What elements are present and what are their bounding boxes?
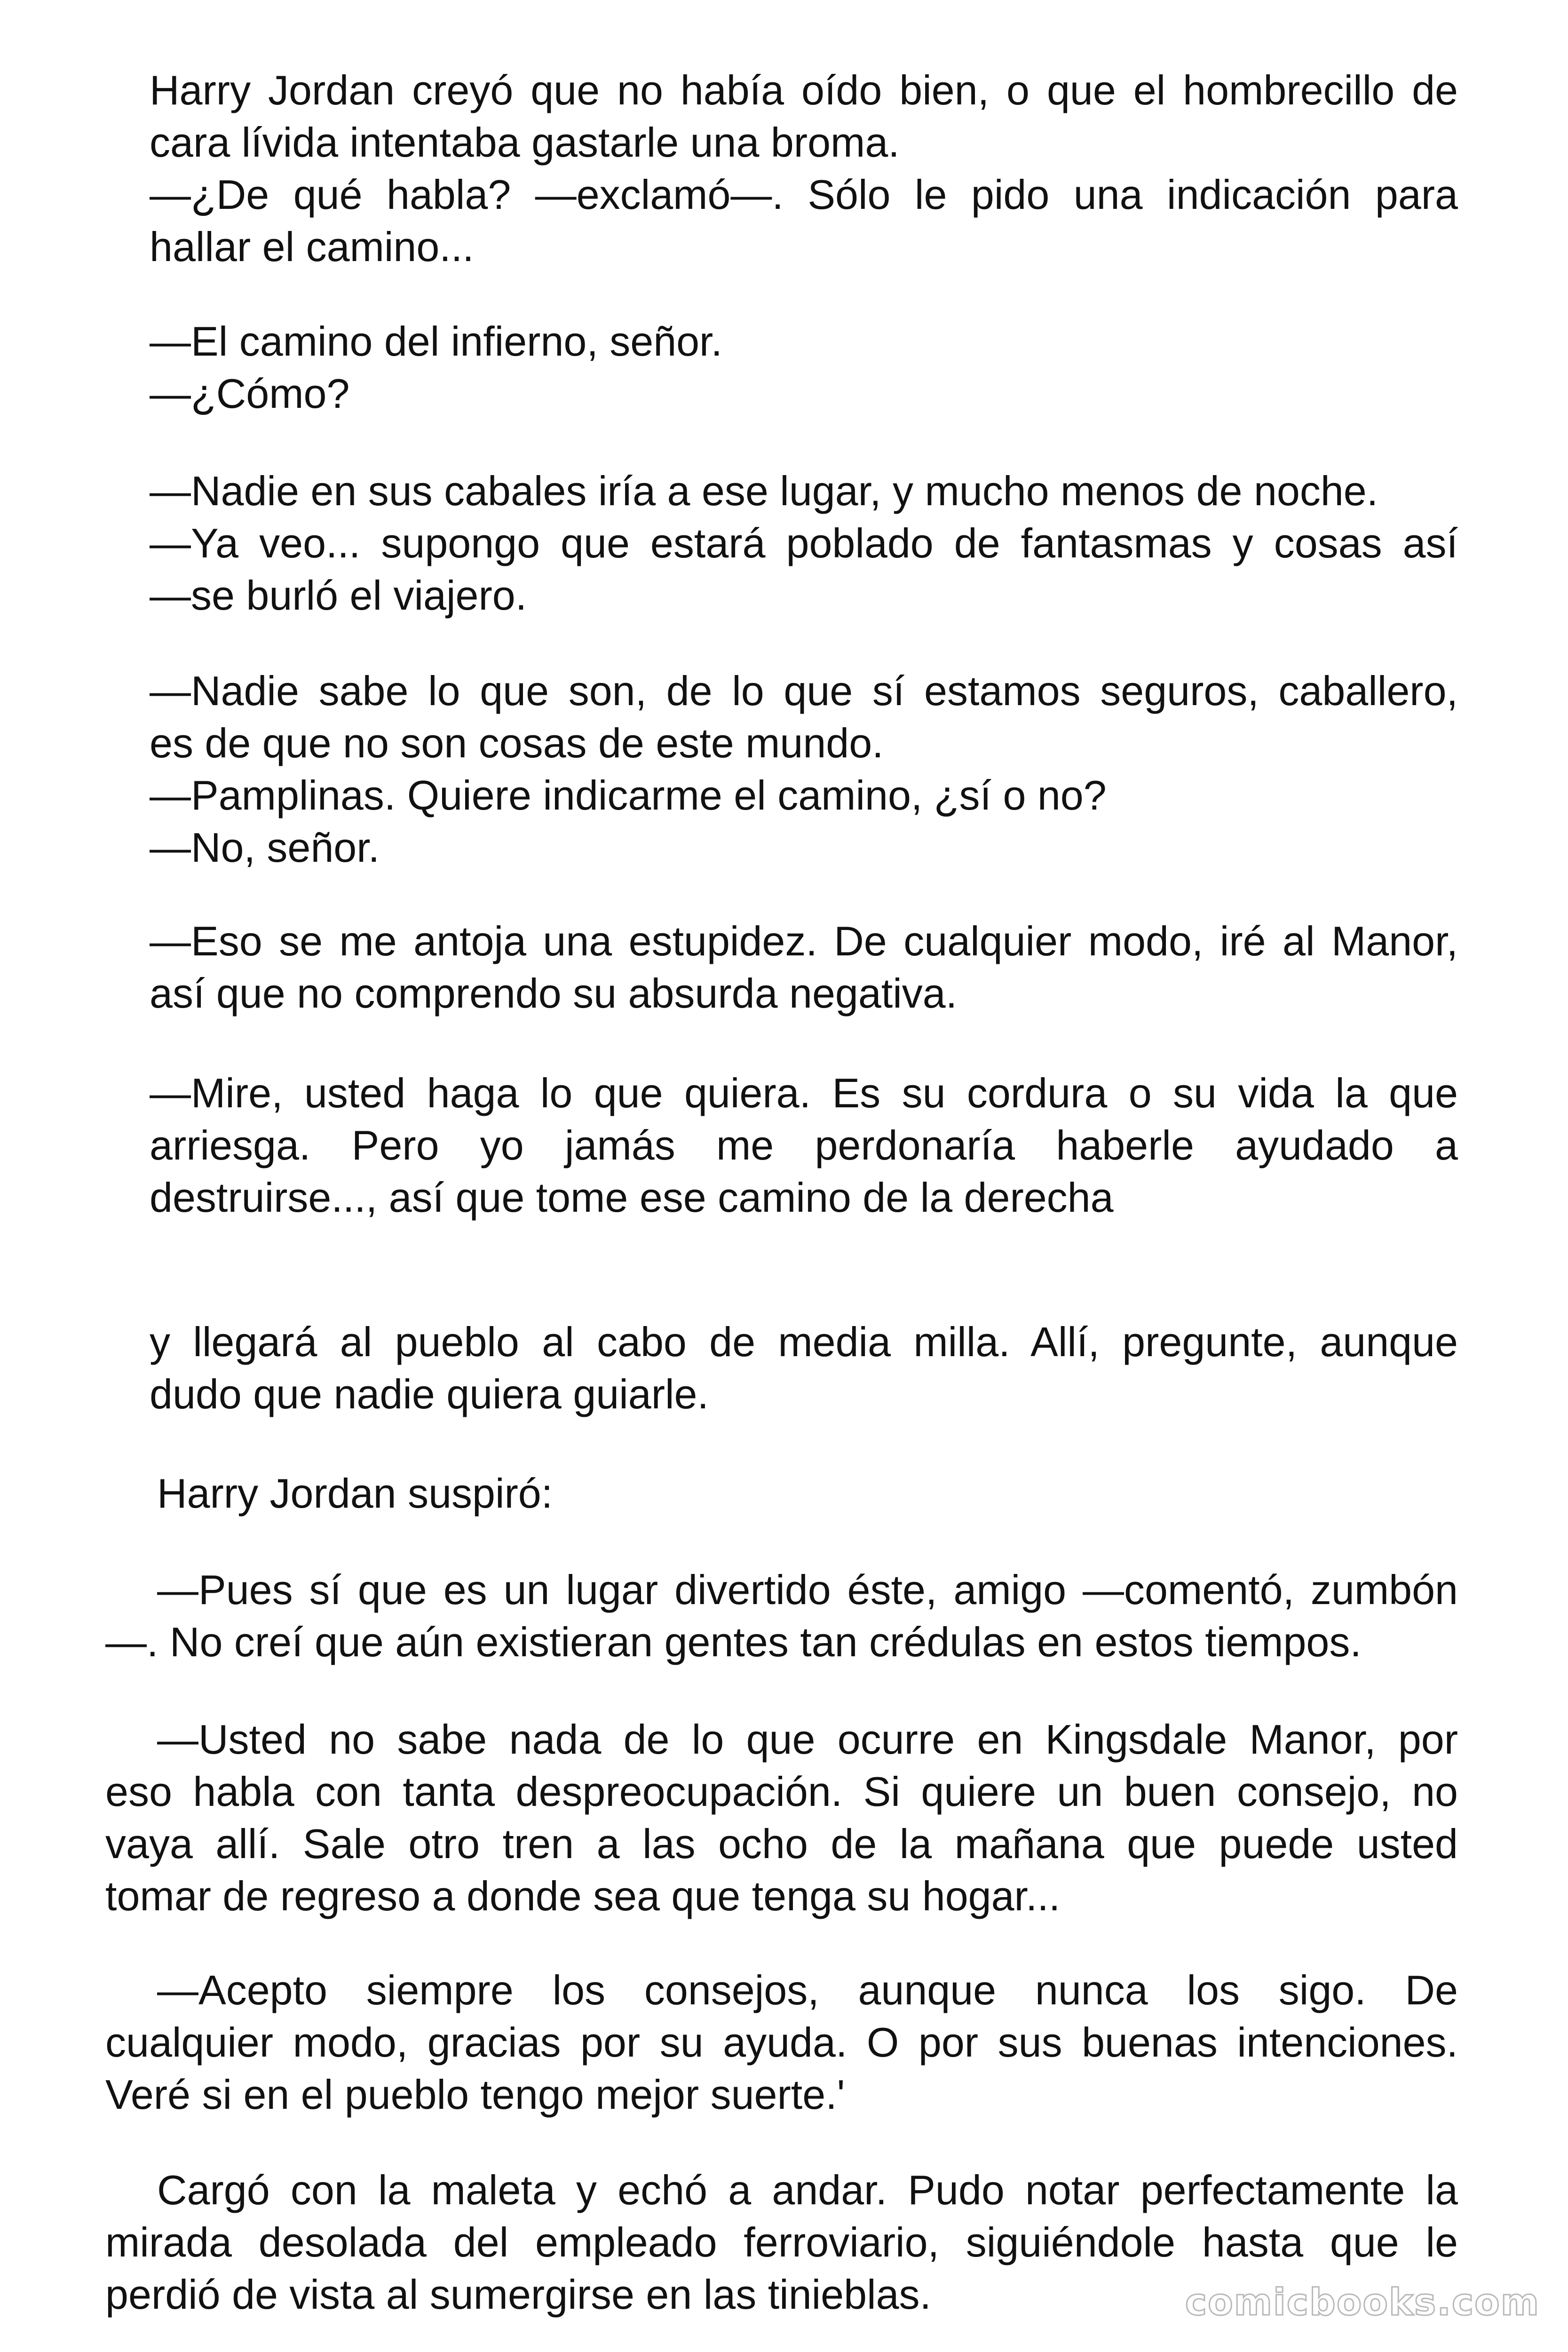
- text-line: es de que no son cosas de este mundo.: [150, 720, 884, 766]
- text-line: —Pamplinas. Quiere indicarme el camino, ¿sí o no?: [150, 772, 1107, 818]
- paragraph: [150, 1067, 1458, 1224]
- text-line: cara lívida intentaba gastarle una broma.: [150, 119, 900, 166]
- text-line: vaya allí. Sale otro tren a las ocho de la mañana que puede usted: [105, 1820, 1458, 1867]
- text-line: —No, señor.: [150, 824, 380, 871]
- paragraph: [157, 1467, 1458, 1519]
- paragraph: [105, 1713, 1458, 1922]
- text-line: perdió de vista al sumergirse en las tinieblas.: [105, 2271, 932, 2318]
- text-line: Cargó con la maleta y echó a andar. Pudo notar perfectamente la: [157, 2167, 1458, 2213]
- text-line: —Ya veo... supongo que estará poblado de fantasmas y cosas así: [150, 520, 1458, 566]
- text-line: —Nadie sabe lo que son, de lo que sí estamos seguros, caballero,: [150, 667, 1458, 714]
- paragraph: [105, 1964, 1458, 2121]
- paragraph: [150, 915, 1458, 1019]
- text-line: Veré si en el pueblo tengo mejor suerte.': [105, 2071, 845, 2118]
- text-line: —Pues sí que es un lugar divertido éste, amigo —comentó, zumbón: [157, 1566, 1458, 1613]
- text-line: tomar de regreso a donde sea que tenga su hogar...: [105, 1873, 1061, 1919]
- text-line: —Mire, usted haga lo que quiera. Es su cordura o su vida la que: [150, 1070, 1458, 1116]
- paragraph: [150, 64, 1458, 273]
- paragraph: [150, 665, 1458, 874]
- paragraph: [150, 465, 1458, 621]
- text-line: —El camino del infierno, señor.: [150, 318, 722, 365]
- text-line: hallar el camino...: [150, 223, 474, 270]
- text-line: así que no comprendo su absurda negativa.: [150, 970, 958, 1017]
- text-line: —Usted no sabe nada de lo que ocurre en Kingsdale Manor, por: [157, 1716, 1458, 1763]
- text-line: Harry Jordan creyó que no había oído bien, o que el hombrecillo de: [150, 67, 1458, 113]
- text-line: arriesga. Pero yo jamás me perdonaría haberle ayudado a: [150, 1122, 1458, 1168]
- text-line: —Nadie en sus cabales iría a ese lugar, y mucho menos de noche.: [150, 468, 1378, 514]
- text-line: —Eso se me antoja una estupidez. De cualquier modo, iré al Manor,: [150, 918, 1458, 964]
- text-line: y llegará al pueblo al cabo de media milla. Allí, pregunte, aunque: [150, 1319, 1458, 1365]
- text-line: mirada desolada del empleado ferroviario, siguiéndole hasta que le: [105, 2219, 1458, 2265]
- text-line: —¿De qué habla? —exclamó—. Sólo le pido una indicación para: [150, 171, 1458, 218]
- watermark: comicbooks.com: [1185, 2281, 1540, 2324]
- text-line: dudo que nadie quiera guiarle.: [150, 1371, 709, 1417]
- text-line: cualquier modo, gracias por su ayuda. O por sus buenas intenciones.: [105, 2019, 1458, 2066]
- text-line: —¿Cómo?: [150, 370, 350, 417]
- paragraph: [150, 1316, 1458, 1420]
- text-line: —se burló el viajero.: [150, 572, 527, 619]
- text-line: —Acepto siempre los consejos, aunque nunca los sigo. De: [157, 1967, 1458, 2013]
- paragraph: [105, 1564, 1458, 1668]
- text-line: Harry Jordan suspiró:: [157, 1470, 553, 1517]
- text-line: —. No creí que aún existieran gentes tan crédulas en estos tiempos.: [105, 1619, 1362, 1665]
- text-line: destruirse..., así que tome ese camino de la derecha: [150, 1174, 1114, 1221]
- text-line: eso habla con tanta despreocupación. Si quiere un buen consejo, no: [105, 1768, 1458, 1815]
- paragraph: [150, 315, 1458, 420]
